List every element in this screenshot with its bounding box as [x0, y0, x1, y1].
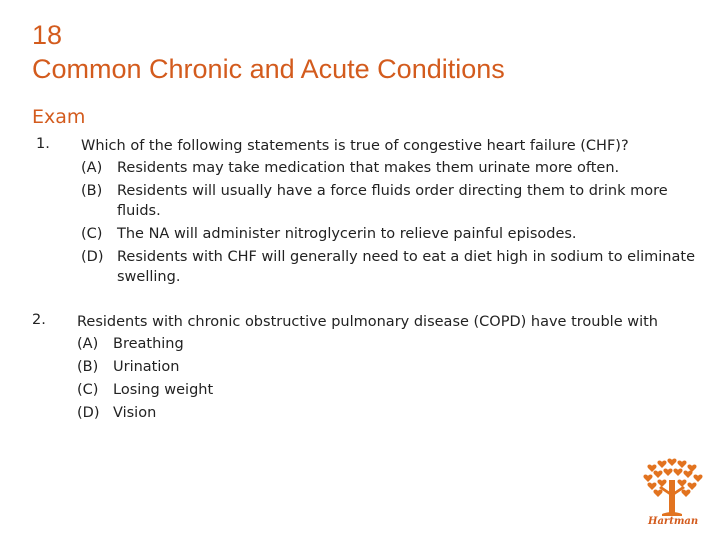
question-text: Residents with chronic obstructive pulmonary disease (COPD) have trouble with [77, 314, 658, 330]
option-label: (D) [77, 405, 100, 421]
option-label: (D) [81, 249, 104, 265]
section-title: Exam [32, 106, 86, 128]
option-label: (C) [77, 382, 99, 398]
option-text: Residents may take medication that makes them urinate more often. [117, 160, 620, 176]
option-b [81, 181, 701, 221]
question-text: Which of the following statements is true of congestive heart failure (CHF)? [81, 138, 629, 154]
brand-logo: Hartman [648, 516, 699, 527]
option-label: (A) [81, 160, 103, 176]
option-text: Residents with CHF will generally need to eat a diet high in sodium to eliminate swelling. [117, 249, 695, 285]
option-text: Breathing [113, 336, 184, 352]
question-number: 2. [32, 312, 46, 328]
option-text: Urination [113, 359, 180, 375]
option-text: Vision [113, 405, 157, 421]
option-text: The NA will administer nitroglycerin to relieve painful episodes. [117, 226, 577, 242]
option-d [77, 403, 697, 423]
option-label: (B) [81, 183, 103, 199]
option-a [77, 334, 697, 354]
option-text: Losing weight [113, 382, 214, 398]
chapter-number: 18 [32, 20, 63, 50]
question-number: 1. [36, 136, 50, 152]
chapter-title: Common Chronic and Acute Conditions [32, 54, 505, 84]
option-list [77, 334, 697, 423]
option-text: Residents will usually have a force fluids order directing them to drink more fluids. [117, 183, 668, 219]
option-d [81, 247, 701, 287]
option-label: (C) [81, 226, 103, 242]
option-list [81, 158, 701, 287]
slide-title [32, 18, 505, 86]
option-label: (B) [77, 359, 99, 375]
option-c [77, 380, 697, 400]
option-b [77, 357, 697, 377]
option-label: (A) [77, 336, 99, 352]
option-a [81, 158, 701, 178]
option-c [81, 224, 701, 244]
